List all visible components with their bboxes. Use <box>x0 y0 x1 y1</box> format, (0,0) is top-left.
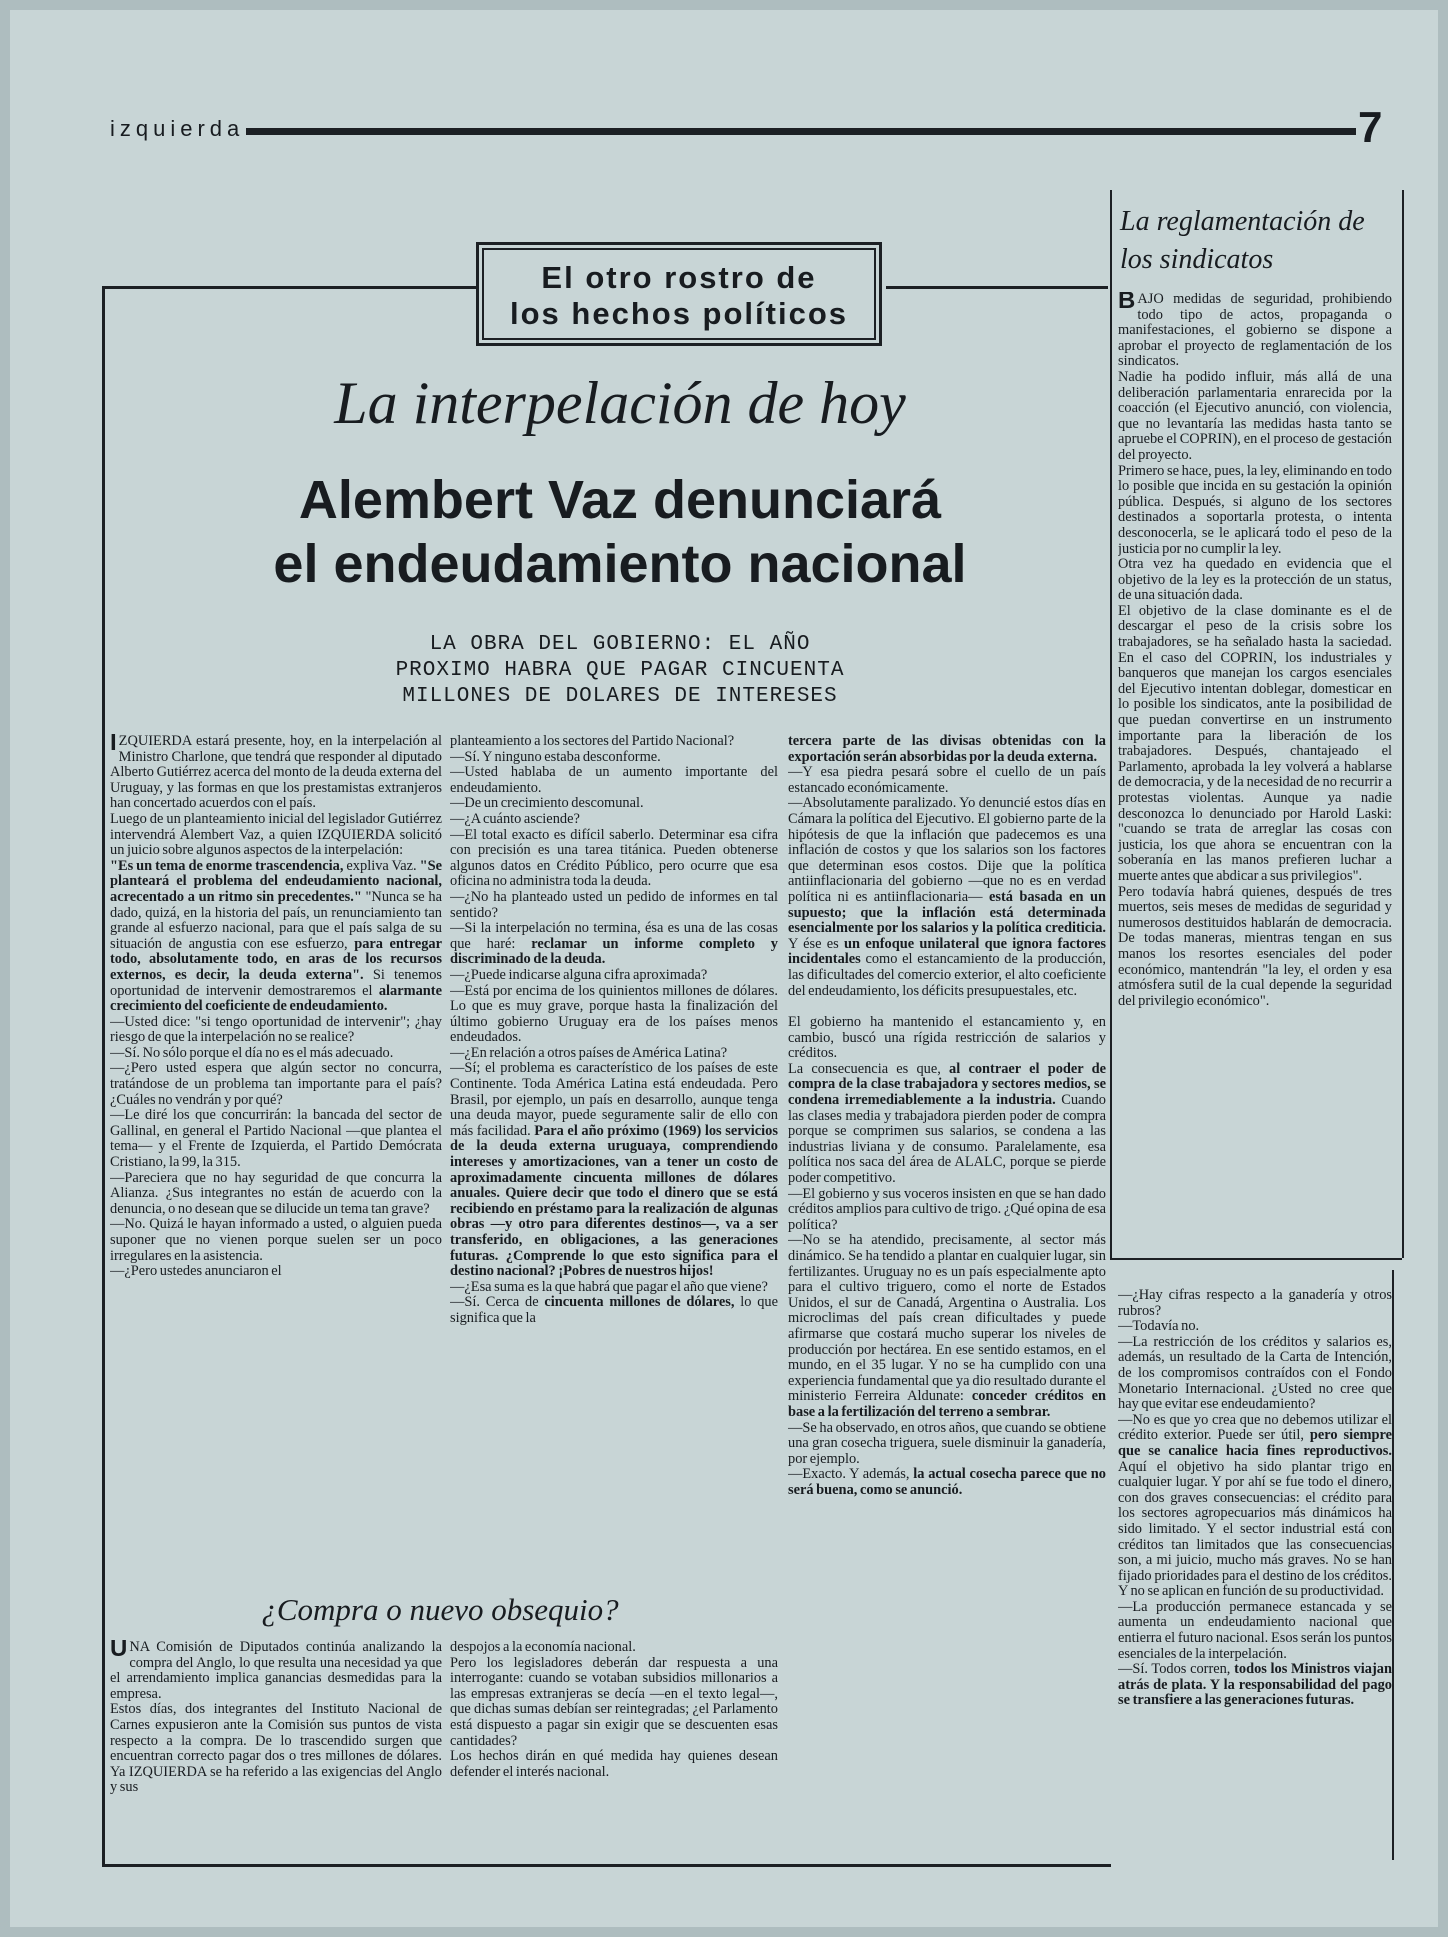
article-column-1 <box>110 734 442 1588</box>
deck-line-1: LA OBRA DEL GOBIERNO: EL AÑO <box>429 633 811 656</box>
column-rule <box>1392 1270 1394 1860</box>
paragraph: Pero los legisladores deberán dar respuesta a una interrogante: cuando se votaban subsidios millonarios a las empresas extranjeras se decía —en el texto legal—, que dichas sumas debían ser reintegradas; ¿el Parlamento está dispuesto a pagar sin exigir que se descuenten esas cantidades? <box>450 1654 778 1749</box>
paragraph: —¿Hay cifras respecto a la ganadería y otros rubros? <box>1118 1288 1392 1319</box>
paragraph: El objetivo de la clase dominante es el de descargar el peso de la crisis sobre los trabajadores, se ha señalado hasta la saciedad. En el caso del COPRIN, los industriales y banqueros que manejan los cargos esenciales del Ejecutivo intentan doblegar, domesticar en lo posible los sindicatos, ante la posibilidad de que puedan convertirse en un instrumento importante para la liberación de los trabajadores. Después, chantajeado el Parlamento, aprobada la ley volverá a hablarse de democracia, y de la necesidad de no recurrir a protestas violentas. Aunque ya nadie desconozca lo denunciado por Harold Laski: "cuando se trata de arreglar las cosas con justicia, los que ahora se encuentran con la soberanía en las manos prefieren luchar a muerte antes que abdicar a sus privilegios". <box>1118 602 1392 884</box>
article-column-3 <box>788 734 1106 1854</box>
text: como el estancamiento de la producción, las dificultades del comercio exterior, el alto coeficiente del endeudamiento, los déficits presupuestales, etc. <box>788 951 1106 999</box>
paragraph <box>450 1295 778 1326</box>
bold-text: Para el año próximo (1969) los servicios de la deuda externa uruguaya, comprendiendo intereses y amortizaciones, van a tener un costo de aproximadamente cincuenta millones de dólares anuales. Quiere decir que todo el dinero que se está recibiendo en préstamo para la realización de algunas obras —y otro para diferentes destinos—, va a ser transferido, en obligaciones, a las generaciones futuras. ¿Comprende lo que esto significa para el destino nacional? ¡Pobres de nuestros hijos! <box>450 1122 778 1280</box>
paragraph <box>788 734 1106 765</box>
drop-cap: I <box>110 734 117 756</box>
paragraph: —¿En relación a otros países de América Latina? <box>450 1044 728 1061</box>
article-column-4 <box>1118 1288 1392 1848</box>
bold-text: "Es un tema de enorme trascendencia, <box>110 857 344 874</box>
paragraph: —¿Puede indicarse alguna cifra aproximada? <box>450 966 708 983</box>
paragraph <box>788 1062 1106 1187</box>
text: Aquí el objetivo ha sido plantar trigo en cualquier lugar. Y por ahí se fue todo el dinero, con dos graves consecuencias: el crédito para los sectores agropecuarios más dinámicos ha sido limitado. Y el sector industrial está con créditos tan limitados que las consecuencias son, a mi juicio, mucho más graves. No se han fijado prioridades para el destino de los créditos. Y no se aplican en función de su productividad. <box>1118 1458 1392 1600</box>
paragraph: —La restricción de los créditos y salarios es, además, un resultado de la Carta de Intención, de los compromisos contraídos con el Fondo Monetario Internacional. ¿Usted no cree que hay que evitar ese endeudamiento? <box>1118 1333 1392 1413</box>
paragraph: Primero se hace, pues, la ley, eliminando en todo lo posible que incida en su gestación la opinión pública. Después, si alguno de los sectores destinados a soportarla protesta, o intenta desconocerla, se le aplicará todo el peso de la justicia por no cumplir la ley. <box>1118 462 1392 557</box>
text: NA Comisión de Diputados continúa analizando la compra del Anglo, lo que resulta una necesidad ya que el arrendamiento implica ganancias desmedidas para la empresa. <box>110 1640 442 1702</box>
paragraph: —¿Pero ustedes anunciaron el <box>110 1263 282 1280</box>
bold-text: la actual cosecha parece que no será buena, como se anunció. <box>788 1466 1106 1498</box>
paragraph: —De un crecimiento descomunal. <box>450 795 644 812</box>
text: ZQUIERDA estará presente, hoy, en la interpelación al Ministro Charlone, que tendrá que responder al diputado Alberto Gutiérrez acerca del monto de la deuda externa del Uruguay, y las formas en que los prestamistas extranjeros han concertado acuerdos con el país. <box>110 734 442 812</box>
bold-text: tercera parte de las divisas obtenidas con la exportación serán absorbidas por la deuda externa. <box>788 734 1106 765</box>
bold-text: cincuenta millones de dólares, <box>544 1294 735 1311</box>
paragraph: —El total exacto es difícil saberlo. Determinar esa cifra con precisión es una tarea titánica. Pueden obtenerse algunos datos en Crédito Público, pero ocurre que esa oficina no administra toda la deuda. <box>450 826 778 890</box>
bold-text: "Se planteará el problema del endeudamiento nacional, acrecentado a un ritmo sin precedentes." <box>110 857 442 905</box>
paragraph: —Todavía no. <box>1118 1318 1200 1335</box>
text: —Sí. Cerca de <box>450 1294 545 1311</box>
paragraph: —¿No ha planteado usted un pedido de informes en tal sentido? <box>450 888 778 921</box>
paragraph: —Y esa piedra pesará sobre el cuello de un país estancado económicamente. <box>788 764 1106 796</box>
text: —Sí; el problema es característico de los países de este Continente. Toda América Latina está endeudada. Pero Brasil, por ejemplo, un país en desarrollo, aunque tenga una deuda mayor, puede seguramente salir de ello con más facilidad. <box>450 1060 778 1139</box>
story-subtitle: La interpelación de hoy <box>334 370 906 436</box>
paragraph: —Se ha observado, en otros años, que cuando se obtiene una gran cosecha triguera, suele disminuir la ganadería, por ejemplo. <box>788 1419 1106 1467</box>
second-story-title: ¿Compra o nuevo obsequio? <box>261 1592 619 1627</box>
kicker-line-1: El otro rostro de <box>541 260 817 295</box>
paragraph: Otra vez ha quedado en evidencia que el objetivo de la ley es la protección de un status, de una situación dada. <box>1118 556 1392 604</box>
newspaper-page <box>10 10 1438 1927</box>
bold-text: pero siempre que se canalice hacia fines reproductivos. <box>1118 1427 1392 1459</box>
text: —Absolutamente paralizado. Yo denuncié estos días en Cámara la política del Ejecutivo. El gobierno parte de la hipótesis de que la inflación que padecemos es una inflación de costos y que los salarios son los factores que determinan esos costos. Dije que la política antiinflacionaria del gobierno —que no es en verdad política ni es antiinflacionaria— <box>788 795 1106 905</box>
paragraph: despojos a la economía nacional. <box>450 1640 636 1655</box>
paragraph <box>110 859 442 1015</box>
paragraph: —El gobierno y sus voceros insisten en que se han dado créditos amplios para cultivo de trigo. ¿Qué opina de esa política? <box>788 1185 1106 1233</box>
text: lo que significa que la <box>450 1294 778 1326</box>
paragraph: —No. Quizá le hayan informado a usted, o alguien pueda suponer que no vienen porque suelen ser un poco irregulares en la asistencia. <box>110 1216 442 1264</box>
paragraph: —Está por encima de los quinientos millones de dólares. Lo que es muy grave, porque hasta la finalización del último gobierno Uruguay era de los países menos endeudados. <box>450 982 778 1046</box>
section-name: izquierda <box>110 116 245 141</box>
deck-line-2: PROXIMO HABRA QUE PAGAR CINCUENTA <box>395 659 845 682</box>
bold-text: está basada en un supuesto; que la inflación está determinada esencialmente por los salarios y la política crediticia. <box>788 888 1106 937</box>
headline-line-2: el endeudamiento nacional <box>273 534 967 594</box>
text: La consecuencia es que, <box>788 1060 950 1077</box>
text: —Sí. Todos corren, <box>1118 1661 1235 1678</box>
paragraph: —Sí. Y ninguno estaba desconforme. <box>450 748 661 765</box>
paragraph <box>450 1061 778 1279</box>
paragraph <box>788 1233 1106 1420</box>
story-deck <box>280 632 960 710</box>
page-number: 7 <box>1358 103 1383 152</box>
text: —No se ha atendido, precisamente, al sector más dinámico. Se ha tendido a plantar en cualquier lugar, sin fertilizantes. Uruguay no es un país especialmente apto para el cultivo triguero, como el norte de Estados Unidos, el sur de Canadá, Argentina o Australia. Los microclimas del país crean dificultades y puede afirmarse que costará mucho superar los niveles de producción por hectárea. En ese sentido estamos, en el mundo, en el 35 lugar. Y no se ha cumplido con una experiencia fundamental que ya dio resultado durante el ministerio Ferreira Aldunate: <box>788 1232 1106 1405</box>
paragraph <box>1118 292 1392 370</box>
paragraph: Estos días, dos integrantes del Instituto Nacional de Carnes expusieron ante la Comisión sus puntos de vista respecto a la compra. De lo trascendido surgen que encuentran correcto pagar dos o tres millones de dólares. Ya IZQUIERDA se ha referido a las exigencias del Anglo y sus <box>110 1701 442 1796</box>
paragraph: —Usted hablaba de un aumento importante del endeudamiento. <box>450 764 778 796</box>
paragraph <box>110 734 442 812</box>
bold-text: reclamar un informe completo y discriminado de la deuda. <box>450 935 778 968</box>
paragraph: El gobierno ha mantenido el estancamiento y, en cambio, buscó una rígida restricción de salarios y créditos. <box>788 1014 1106 1062</box>
paragraph: —Sí. No sólo porque el día no es el más adecuado. <box>110 1044 394 1061</box>
paragraph: —Le diré los que concurrirán: la bancada del sector de Gallinal, en general el Partido Nacional —que plantea el tema— y el Frente de Izquierda, el Partido Demócrata Cristiano, la 99, la 315. <box>110 1107 442 1171</box>
bold-text: conceder créditos en base a la fertilización del terreno a sembrar. <box>788 1388 1106 1420</box>
frame-top-rule-right <box>886 286 1108 289</box>
text: Si tenemos oportunidad de intervenir demostraremos el <box>110 966 442 999</box>
paragraph <box>1118 1662 1392 1709</box>
paragraph: —La producción permanece estancada y se aumenta un endeudamiento nacional que entierra el futuro nacional. Esos serán los puntos esenciales de la interpelación. <box>1118 1598 1392 1662</box>
text: Y ése es <box>788 935 845 952</box>
paragraph <box>450 921 778 968</box>
paragraph: —¿Esa suma es la que habrá que pagar el año que viene? <box>450 1278 768 1295</box>
paragraph: —Pareciera que no hay seguridad de que concurra la Alianza. ¿Sus integrantes no están de acuerdo con la denuncia, o no desean que se dilucide un tema tan grave? <box>110 1169 442 1217</box>
deck-line-3: MILLONES DE DOLARES DE INTERESES <box>402 685 838 708</box>
text: expliva Vaz. <box>343 857 420 874</box>
story-headline <box>160 468 1080 596</box>
paragraph: Pero todavía habrá quienes, después de tres muertos, seis meses de medidas de seguridad y numerosos destituidos hablarán de democracia. De todas maneras, mientras tengan en sus manos los resortes esenciales del poder económico, mantendrán "la ley, el orden y esa atmósfera sutil de la cual depende la seguridad del privilegio económico". <box>1118 883 1392 1009</box>
paragraph: —¿A cuánto asciende? <box>450 810 580 827</box>
text: AJO medidas de seguridad, prohibiendo todo tipo de actos, propaganda o manifestaciones, el gobierno se dispone a aprobar el proyecto de reglamentación de los sindicatos. <box>1118 292 1392 370</box>
text: Cuando las clases media y trabajadora pierden poder de compra porque se comprimen sus salarios, se condena a las industrias liviana y de consumo. Paralelamente, esa política nos saca del área de ALALC, porque se pierde poder competitivo. <box>788 1092 1106 1187</box>
sidebar-title: La reglamentación de los sindicatos <box>1120 206 1365 275</box>
kicker-box <box>476 242 882 346</box>
frame-top-rule-left <box>102 286 478 289</box>
text: —Exacto. Y además, <box>788 1466 914 1483</box>
drop-cap: B <box>1118 292 1136 314</box>
paragraph: Luego de un planteamiento inicial del legislador Gutiérrez intervendrá Alembert Vaz, a quien IZQUIERDA solicitó un juicio sobre algunos aspectos de la interpelación: <box>110 810 442 859</box>
bold-text: al contraer el poder de compra de la clase trabajadora y sectores medios, se condena irremediablemente a la industria. <box>788 1060 1106 1109</box>
drop-cap: U <box>110 1640 128 1662</box>
text: "Nunca se ha dado, quizá, en la historia del país, un renunciamiento tan grande al esfuerzo nacional, para que el país salga de su situación de angustia con ese esfuerzo, <box>110 888 442 952</box>
kicker-line-2: los hechos políticos <box>510 296 848 331</box>
paragraph <box>110 1640 442 1702</box>
sidebar-bottom-rule <box>1110 1258 1402 1260</box>
bold-text: para entregar todo, absolutamente todo, en aras de los recursos externos, es decir, la deuda externa". <box>110 935 442 983</box>
text: —Si la interpelación no termina, ésa es una de las cosas que haré: <box>450 920 778 952</box>
paragraph <box>788 1467 1106 1498</box>
article-column-2 <box>450 734 778 1588</box>
paragraph <box>1118 1413 1392 1600</box>
header-rule <box>246 128 1356 135</box>
sidebar-column <box>1118 292 1392 1256</box>
paragraph: planteamiento a los sectores del Partido Nacional? <box>450 734 735 749</box>
bold-text: un enfoque unilateral que ignora factores incidentales <box>788 935 1106 968</box>
paragraph: —¿Pero usted espera que algún sector no concurra, tratándose de un problema tan importante para el país? ¿Cuáles no vendrán y por qué? <box>110 1060 442 1108</box>
paragraph <box>788 796 1106 999</box>
second-story-column-1 <box>110 1640 442 1854</box>
second-story-column-2 <box>450 1640 778 1854</box>
headline-line-1: Alembert Vaz denunciará <box>298 470 942 530</box>
paragraph: Nadie ha podido influir, más allá de una deliberación parlamentaria enrarecida por la coacción (el Ejecutivo anunció, con violencia, que no levantaría las medidas hasta tanto se apruebe el COPRIN), en el proceso de gestación del proyecto. <box>1118 368 1392 463</box>
paragraph: Los hechos dirán en qué medida hay quienes desean defender el interés nacional. <box>450 1748 778 1780</box>
bold-text: alarmante crecimiento del coeficiente de endeudamiento. <box>110 982 442 1015</box>
paragraph: —Usted dice: "si tengo oportunidad de intervenir"; ¿hay riesgo de que la interpelación no se realice? <box>110 1013 442 1046</box>
bold-text: todos los Ministros viajan atrás de plata. Y la responsabilidad del pago se transfiere a las generaciones futuras. <box>1118 1661 1392 1709</box>
text: —No es que yo crea que no debemos utilizar el crédito exterior. Puede ser útil, <box>1118 1411 1392 1444</box>
